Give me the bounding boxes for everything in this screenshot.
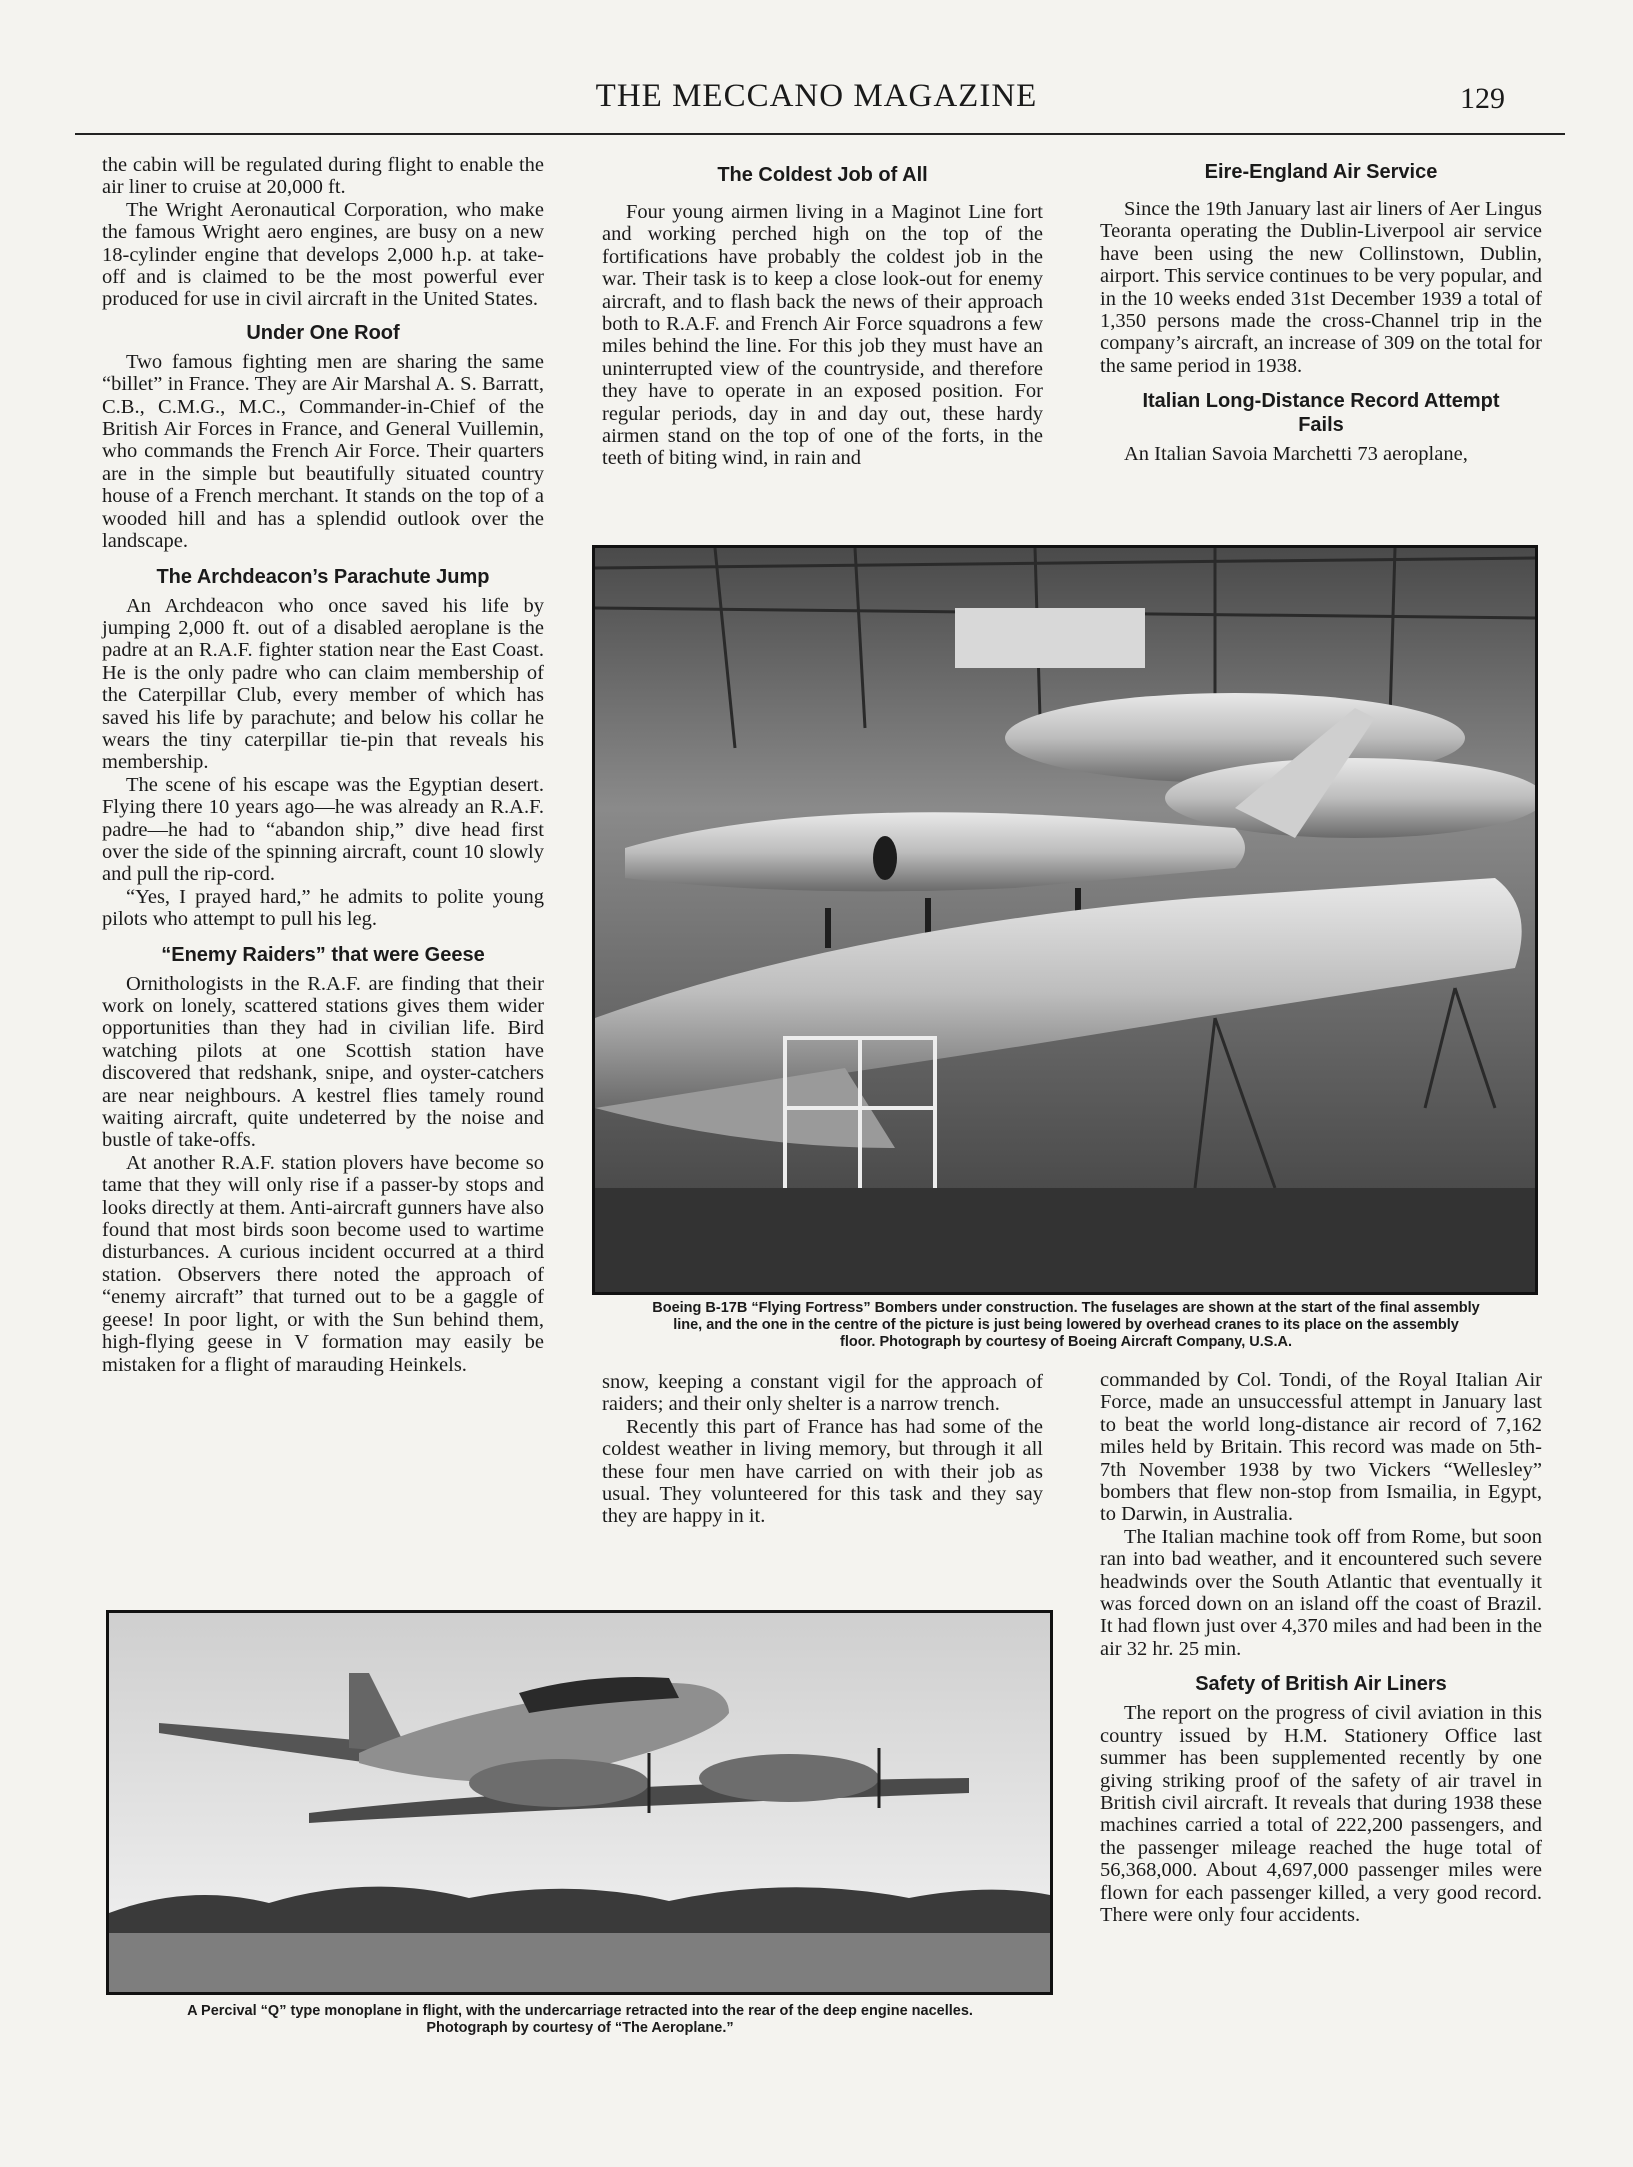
heading-eire-england: Eire-England Air Service <box>1204 161 1438 183</box>
article-paragraph: commanded by Col. Tondi, of the Royal Italian Air Force, made an unsuccessful attempt in January last to beat the world long-distance air record of 7,162 miles held by Britain. This record was made on 5th-7th November 1938 by two Vickers “Wellesley” bombers that flew non-stop from Ismailia, in Egypt, to Darwin, in Australia. <box>1100 1369 1542 1526</box>
percival-aircraft-photo <box>106 1610 1053 1995</box>
article-paragraph: The scene of his escape was the Egyptian desert. Flying there 10 years ago—he was already an R.A.F. padre—he had to “abandon ship,” dive head first over the side of the spinning aircraft, count 10 slowly and pull the rip-cord. <box>102 773 544 886</box>
article-paragraph: The Italian machine took off from Rome, but soon ran into bad weather, and it encountered such severe headwinds over the South Atlantic that eventually it was forced down on an island off the coast of Brazil. It had flown just over 4,370 miles and had been in the air 32 hr. 25 min. <box>1100 1525 1542 1660</box>
col1-intro-para: the cabin will be regulated during flight to enable the air liner to cruise at 20,000 ft. <box>102 154 544 199</box>
magazine-title: THE MECCANO MAGAZINE <box>595 78 1038 114</box>
column-3-bottom <box>1100 1369 1542 1926</box>
article-paragraph: Since the 19th January last air liners of Aer Lingus Teoranta operating the Dublin-Liverpool air service have been using the new Collinstown, Dublin, airport. This service continues to be very popular, and in the 10 weeks ended 31st December 1939 a total of 1,350 persons made the cross-Channel trip in the company’s aircraft, an increase of 309 on the total for the same period in 1938. <box>1100 198 1542 377</box>
percival-photo-caption <box>100 2003 1060 2037</box>
article-paragraph: The report on the progress of civil aviation in this country issued by H.M. Stationery Office last summer has been supplemented recently by one giving striking proof of the safety of air travel in British civil aircraft. It reveals that during 1938 these machines carried a total of 222,200 passengers, and the passenger mileage reached the huge total of 56,368,000. About 4,697,000 passenger miles were flown for each passenger killed, a very good record. There were only four accidents. <box>1100 1702 1542 1926</box>
caption-line: Photograph by courtesy of “The Aeroplane.” <box>426 2020 734 2036</box>
article-paragraph: At another R.A.F. station plovers have become so tame that they will only rise if a passer-by stops and looks directly at them. Anti-aircraft gunners have also found that most birds soon become used to wartime disturbances. A curious incident occurred at a third station. Observers there noted the approach of “enemy aircraft” that turned out to be a gaggle of geese! In poor light, or with the Sun behind them, high-flying geese in V formation may easily be mistaken for a flight of marauding Heinkels. <box>102 1151 544 1376</box>
article-paragraph: Two famous fighting men are sharing the same “billet” in France. They are Air Marshal A. S. Barratt, C.B., C.M.G., M.C., Commander-in-Chief of the British Air Forces in France, and General Vuillemin, who commands the French Air Force. Their quarters are in the simple but beautifully situated country house of a French merchant. It stands on the top of a wooded hill and has a splendid outlook over the landscape. <box>102 350 544 553</box>
caption-line: A Percival “Q” type monoplane in flight, with the undercarriage retracted into the rear of the deep engine nacelles. <box>187 2003 973 2019</box>
page-number: 129 <box>1460 82 1505 115</box>
col1-intro-para: The Wright Aeronautical Corporation, who make the famous Wright aero engines, are busy on a new 18-cylinder engine that develops 2,000 h.p. at take-off and is claimed to be the most powerful ever produced for use in civil aircraft in the United States. <box>102 198 544 311</box>
article-paragraph: snow, keeping a constant vigil for the approach of raiders; and their only shelter is a narrow trench. <box>602 1371 1043 1416</box>
article-paragraph: Ornithologists in the R.A.F. are finding that their work on lonely, scattered stations gives them wider opportunities than they had in civilian life. Bird watching pilots at one Scottish station have discovered that redshank, snipe, and oyster-catchers are near neighbours. A kestrel flies tamely round waiting aircraft, quite undeterred by the noise and bustle of take-offs. <box>102 972 544 1152</box>
header-rule <box>75 133 1565 135</box>
column-3-top <box>1100 160 1542 466</box>
column-1 <box>102 154 544 1376</box>
heading-under-one-roof: Under One Roof <box>246 321 400 344</box>
column-2-bottom <box>602 1371 1043 1528</box>
heading-enemy-raiders: “Enemy Raiders” that were Geese <box>161 943 485 966</box>
boeing-factory-photo <box>592 545 1538 1295</box>
article-paragraph: “Yes, I prayed hard,” he admits to polite young pilots who attempt to pull his leg. <box>102 885 544 931</box>
caption-line: line, and the one in the centre of the picture is just being lowered by overhead cranes to its place on the assembly <box>673 1317 1459 1333</box>
percival-monoplane-illustration <box>109 1613 1050 1992</box>
article-paragraph: An Archdeacon who once saved his life by jumping 2,000 ft. out of a disabled aeroplane is the padre at an R.A.F. fighter station near the East Coast. He is the only padre who can claim membership of the Caterpillar Club, every member of which has saved his life by parachute; and below his collar he wears the tiny caterpillar tie-pin that reveals his membership. <box>102 594 544 774</box>
article-paragraph: An Italian Savoia Marchetti 73 aeroplane, <box>1124 443 1468 466</box>
column-2-top <box>602 163 1043 470</box>
caption-line: floor. Photograph by courtesy of Boeing Aircraft Company, U.S.A. <box>840 1334 1292 1350</box>
caption-line: Boeing B-17B “Flying Fortress” Bombers under construction. The fuselages are shown at the start of the final assembly <box>652 1300 1480 1316</box>
heading-safety-air-liners: Safety of British Air Liners <box>1195 1673 1447 1696</box>
heading-coldest-job: The Coldest Job of All <box>717 164 928 186</box>
article-paragraph: Recently this part of France has had some of the coldest weather in living memory, but through it all these four men have carried on with their job as usual. They volunteered for this task and they say they are happy in it. <box>602 1415 1043 1528</box>
boeing-photo-caption <box>598 1300 1534 1351</box>
heading-italian-record: Italian Long-Distance Record Attempt Fails <box>1142 390 1500 437</box>
heading-parachute-jump: The Archdeacon’s Parachute Jump <box>156 565 490 588</box>
article-paragraph: Four young airmen living in a Maginot Line fort and working perched high on the top of the fortifications have probably the coldest job in the war. Their task is to keep a close look-out for enemy aircraft, and to flash back the news of their approach both to R.A.F. and French Air Force squadrons a few miles behind the line. For this job they must have an uninterrupted view of the countryside, and therefore they have to operate in an exposed position. For regular periods, day in and day out, these hardy airmen stand on the top of one of the forts, in the teeth of biting wind, in rain and <box>602 201 1043 470</box>
boeing-assembly-illustration <box>595 548 1535 1292</box>
